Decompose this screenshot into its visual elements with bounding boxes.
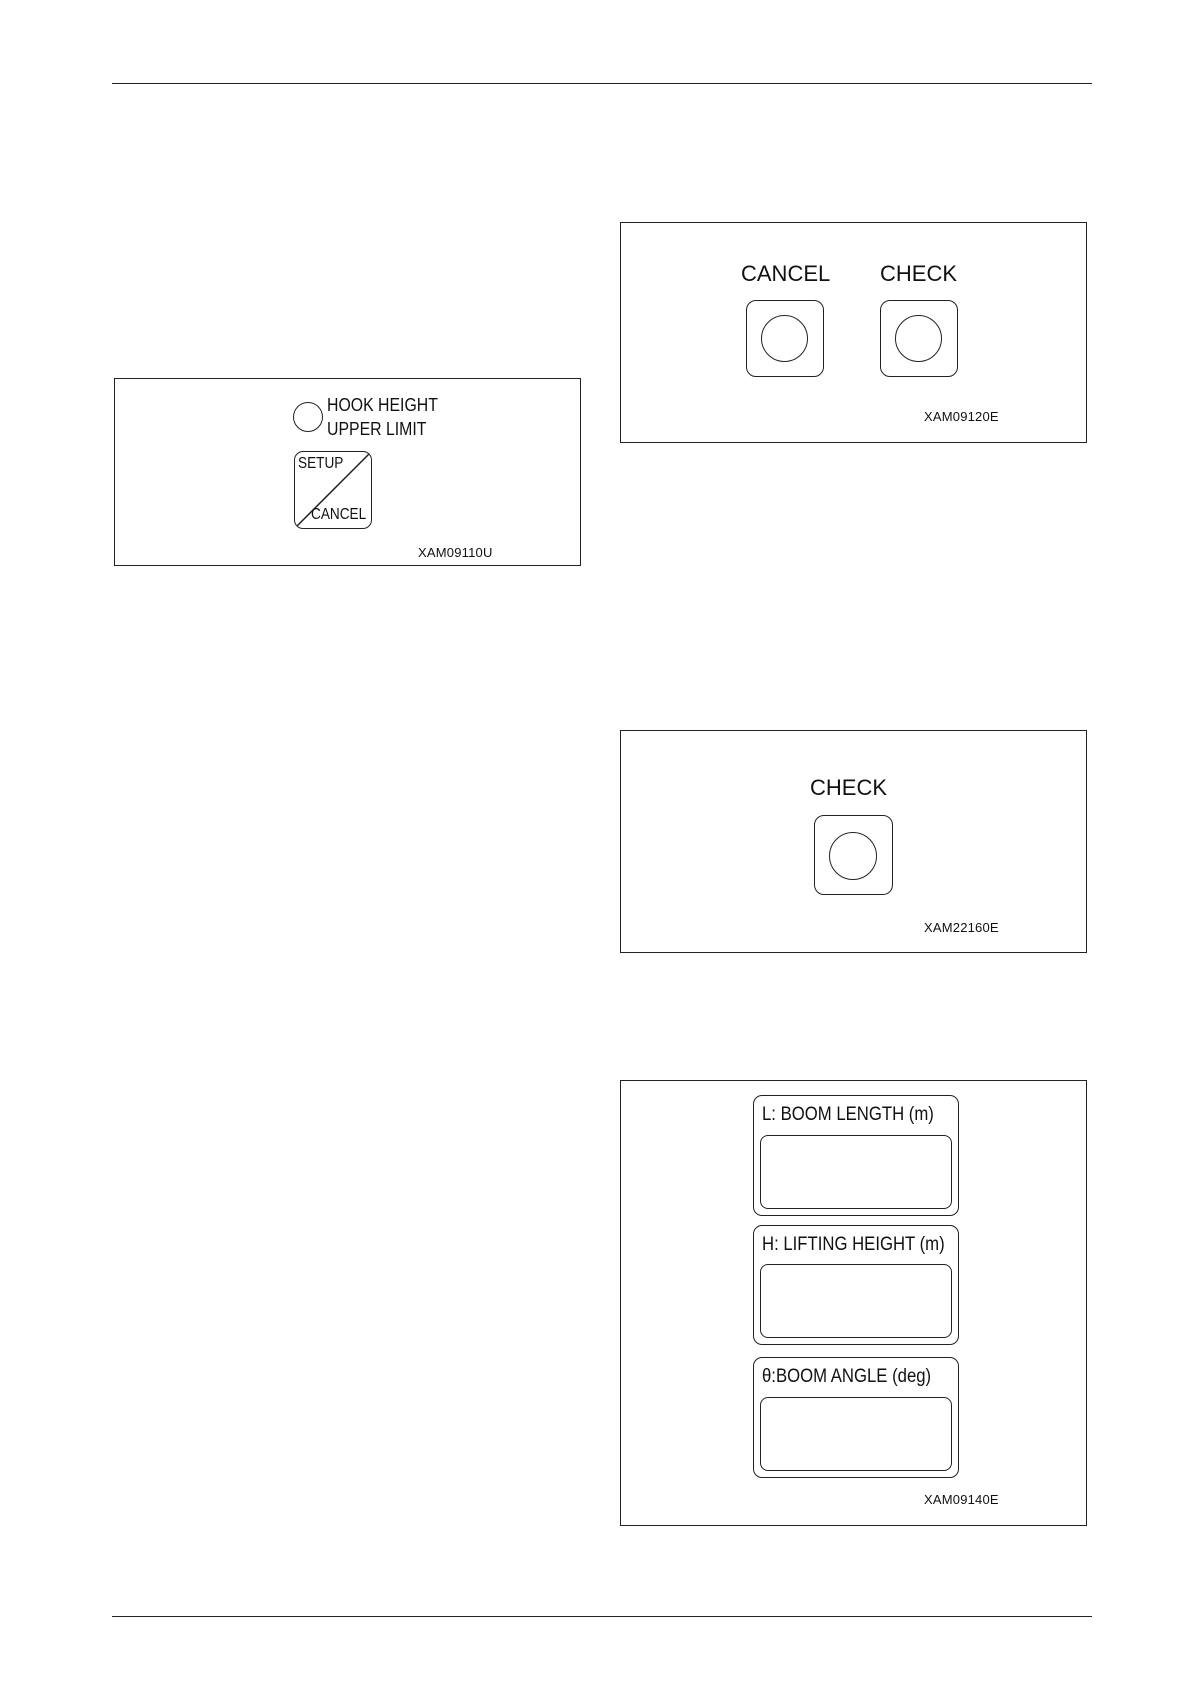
figure-code: XAM22160E	[924, 920, 999, 935]
figure-displays	[620, 1080, 1087, 1526]
setup-label: SETUP	[298, 455, 344, 472]
boom-length-screen	[760, 1135, 952, 1209]
figure-cancel-check	[620, 222, 1087, 443]
boom-angle-label: θ:BOOM ANGLE (deg)	[762, 1366, 932, 1387]
cancel-label: CANCEL	[311, 506, 367, 523]
boom-length-display	[753, 1095, 959, 1216]
check-button[interactable]	[880, 300, 958, 377]
hook-height-label: HOOK HEIGHT	[327, 395, 438, 415]
check-button-lamp-icon	[895, 315, 942, 362]
lifting-height-display	[753, 1225, 959, 1345]
cancel-button-lamp-icon	[761, 315, 808, 362]
check-button-label: CHECK	[810, 775, 888, 800]
boom-length-label: L: BOOM LENGTH (m)	[762, 1104, 934, 1125]
upper-limit-label: UPPER LIMIT	[327, 419, 427, 439]
cancel-button[interactable]	[746, 300, 824, 377]
boom-angle-screen	[760, 1397, 952, 1471]
figure-code: XAM09140E	[924, 1492, 999, 1507]
lifting-height-screen	[760, 1264, 952, 1338]
setup-cancel-button[interactable]	[294, 451, 372, 529]
footer-rule	[112, 1616, 1092, 1617]
figure-check	[620, 730, 1087, 953]
cancel-button-label: CANCEL	[741, 261, 831, 286]
boom-angle-display	[753, 1357, 959, 1478]
hook-height-indicator-lamp	[293, 402, 323, 432]
figure-hook-height-setup	[114, 378, 581, 566]
check-button[interactable]	[814, 815, 893, 895]
figure-code: XAM09120E	[924, 409, 999, 424]
header-rule	[112, 83, 1092, 84]
check-button-label: CHECK	[880, 261, 958, 286]
lifting-height-label: H: LIFTING HEIGHT (m)	[762, 1234, 945, 1255]
figure-code: XAM09110U	[418, 545, 493, 560]
check-button-lamp-icon	[829, 832, 877, 880]
